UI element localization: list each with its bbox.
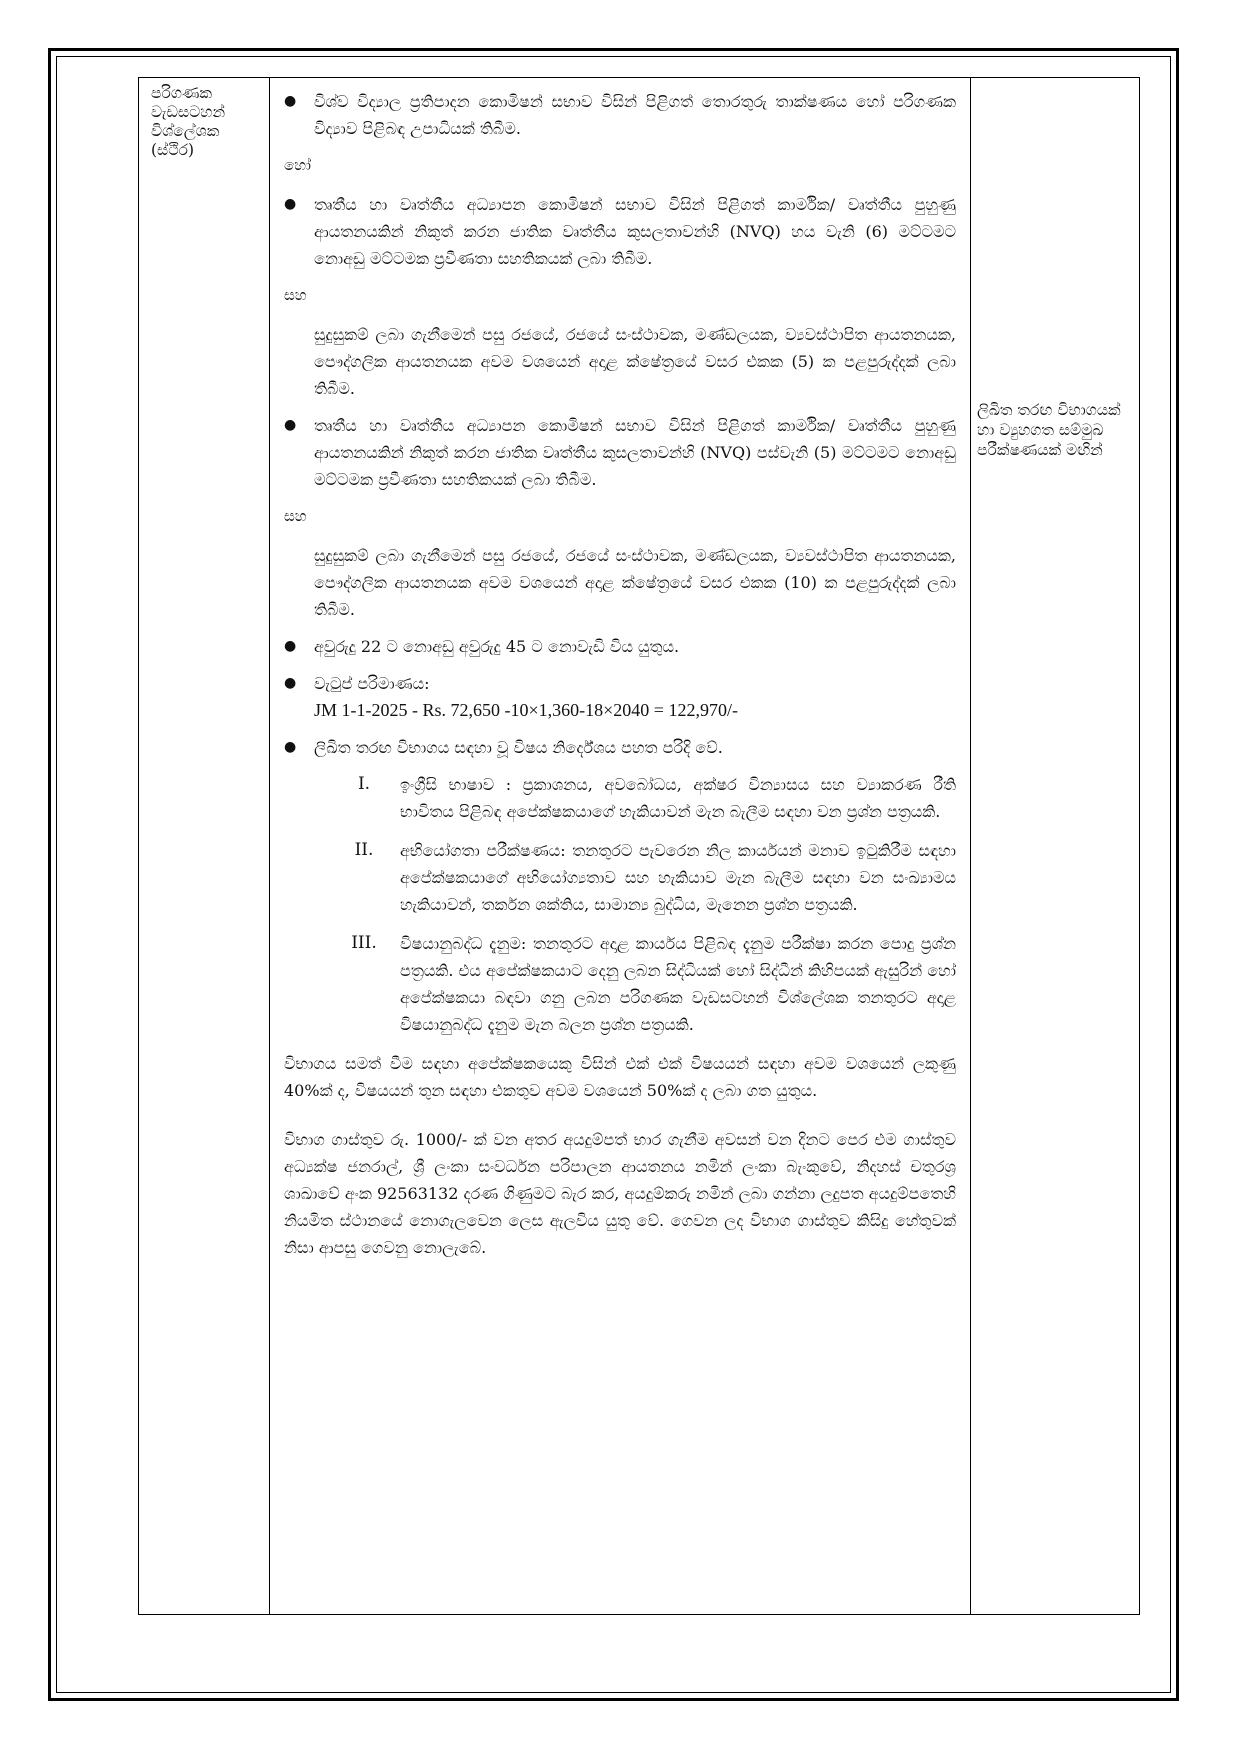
syllabus-item: III. විෂයානුබද්ධ දැනුම: තනතුරට අදාළ කාර්යය පිළිබඳ දැනුම පරීක්ෂා කරන පොදු ප්‍රශ්න පත්‍රයකි. එය අපේක්ෂකයාට දෙනු ලබන සිද්ධියක් හෝ සිද්ධීන් කිහිපයක් ඇසුරින් හෝ අපේක්ෂකයා බඳවා ගනු ලබන පරිගණක වැඩසටහන් විශ්ලේශක තනතුරට අදාළ විෂයානුබද්ධ දැනුම මැන බලන ප්‍රශ්න පත්‍රයකි. (351, 933, 956, 1034)
list-item (284, 633, 956, 660)
qualifications-cell (270, 78, 971, 1615)
bullet-icon: ● (284, 93, 297, 109)
bullet-icon: ● (284, 675, 297, 691)
salary-label: වැටුප් පරිමාණය: (314, 674, 430, 693)
conjunction-or: හෝ (284, 156, 311, 174)
salary-value: JM 1-1-2025 - Rs. 72,650 -10×1,360-18×2040 = 122,970/- (314, 700, 738, 720)
syllabus-item: II. අභියෝගතා පරීක්ෂණය: තනතුරට පැවරෙන නිල කාර්යයන් මනාව ඉටුකිරීම සඳහා අපේක්ෂකයාගේ අභියෝග්‍යතාව සහ හැකියාව මැන බැලීම සඳහා වන සංඛ්‍යාමය හැකියාවන්, තර්කන ශක්තිය, සාමාන්‍ය බුද්ධිය, මැනෙන ප්‍රශ්න පත්‍රයකි. (354, 840, 956, 914)
list-item (284, 734, 956, 761)
list-item (284, 670, 956, 724)
vacancy-table (138, 77, 1140, 1615)
method-cell (971, 78, 1140, 1615)
exam-fee-text: විභාග ගාස්තුව රු. 1000/- ක් වන අතර අයදුම්පත් භාර ගැනීම අවසන් වන දිනට පෙර එම ගාස්තුව අධ්‍යක්ෂ ජනරාල්, ශ්‍රී ලංකා සංවර්ධන පරිපාලන ආයතනය නමින් ලංකා බැංකුවේ, නිදහස් චතුරශ්‍ර ශාඛාවේ අංක 92563132 දරණ ගිණුමට බැර කර, අයදුම්කරු නමින් ලබා ගන්නා ලදුපත අයදුම්පතෙහි නියමිත ස්ථානයේ නොගැලවෙන ලෙස ඇලවිය යුතු වේ. ගෙවන ලද විභාග ගාස්තුව කිසිදු හේතුවක් නිසා ආපසු ගෙවනු නොලැබේ. (284, 1130, 956, 1257)
bullet-icon: ● (284, 417, 297, 433)
bullet-icon: ● (284, 739, 297, 755)
bullet-icon: ● (284, 638, 297, 654)
list-item: ● තෘතීය හා වෘත්තීය අධ්‍යාපන කොමිෂන් සභාව විසින් පිළිගත් කාර්මික/ වෘත්තීය පුහුණු ආයතනයකින් නිකුත් කරන ජාතික වෘත්තීය කුසලතාවන්හි (NVQ) පස්වැනි (5) මට්ටමට නොඅඩු මට්ටමක ප්‍රවීණතා සහතිකයක් ලබා තිබීම. (284, 412, 956, 493)
syllabus-item: I. ඉංග්‍රීසි භාෂාව : ප්‍රකාශනය, අවබෝධය, අක්ෂර වින්‍යාසය සහ ව්‍යාකරණ රීති භාවිතය පිළිබඳ අපේක්ෂකයාගේ හැකියාවන් මැන බැලීම සඳහා වන ප්‍රශ්න පත්‍රයකි. (357, 774, 956, 821)
syllabus-intro: ලිඛිත තරඟ විභාගය සඳහා වූ විෂය නිර්දේශය පහත පරිදි වේ. (314, 738, 723, 757)
selection-method: ලිඛිත තරඟ විභාගයක් හා ව්‍යුහගත සම්මුඛ පරීක්ෂණයක් මඟින් (977, 401, 1121, 459)
list-item: ● තෘතීය හා වෘත්තීය අධ්‍යාපන කොමිෂන් සභාව විසින් පිළිගත් කාර්මික/ වෘත්තීය පුහුණු ආයතනයකින් නිකුත් කරන ජාතික වෘත්තීය කුසලතාවන්හි (NVQ) හය වැනි (6) මට්ටමට නොඅඩු මට්ටමක ප්‍රවීණතා සහතිකයක් ලබා තිබීම. (284, 191, 956, 272)
position-cell (139, 78, 270, 1615)
experience-text: සුදුසුකම් ලබා ගැනීමෙන් පසු රජයේ, රජයේ සංස්ථාවක, මණ්ඩලයක, ව්‍යවස්ථාපිත ආයතනයක, පෞද්ගලික ආයතනයක අවම වශයෙන් අදාළ ක්ෂේත්‍රයේ වසර එකක (5) ක පළපුරුද්දක් ලබා තිබීම. (314, 325, 956, 398)
position-title: පරිගණක වැඩසටහන් විශ්ලේශක (ස්ථිර) (151, 84, 226, 159)
list-item: ● විශ්ව විද්‍යාල ප්‍රතිපාදන කොමිෂන් සභාව විසින් පිළිගත් තොරතුරු තාක්ෂණය හෝ පරිගණක විද්‍යාව පිළිබඳ උපාධියක් තිබීම. (284, 88, 956, 142)
conjunction-and: සහ (284, 286, 307, 304)
pass-mark-text: විභාගය සමත් වීම සඳහා අපේක්ෂකයෙකු විසින් එක් එක් විෂයයන් සඳහා අවම වශයෙන් ලකුණු 40%ක් ද, විෂයයන් තුන සඳහා එකතුව අවම වශයෙන් 50%ක් ද ලබා ගත යුතුය. (284, 1054, 956, 1100)
age-limit: අවුරුදු 22 ට නොඅඩු අවුරුදු 45 ට නොවැඩි විය යුතුය. (314, 637, 680, 656)
experience-text: සුදුසුකම් ලබා ගැනීමෙන් පසු රජයේ, රජයේ සංස්ථාවක, මණ්ඩලයක, ව්‍යවස්ථාපිත ආයතනයක, පෞද්ගලික ආයතනයක අවම වශයෙන් අදාළ ක්ෂේත්‍රයේ වසර එකක (10) ක පළපුරුද්දක් ලබා තිබීම. (314, 546, 956, 619)
table-row (139, 78, 1140, 1615)
bullet-icon: ● (284, 196, 297, 212)
conjunction-and: සහ (284, 507, 307, 525)
